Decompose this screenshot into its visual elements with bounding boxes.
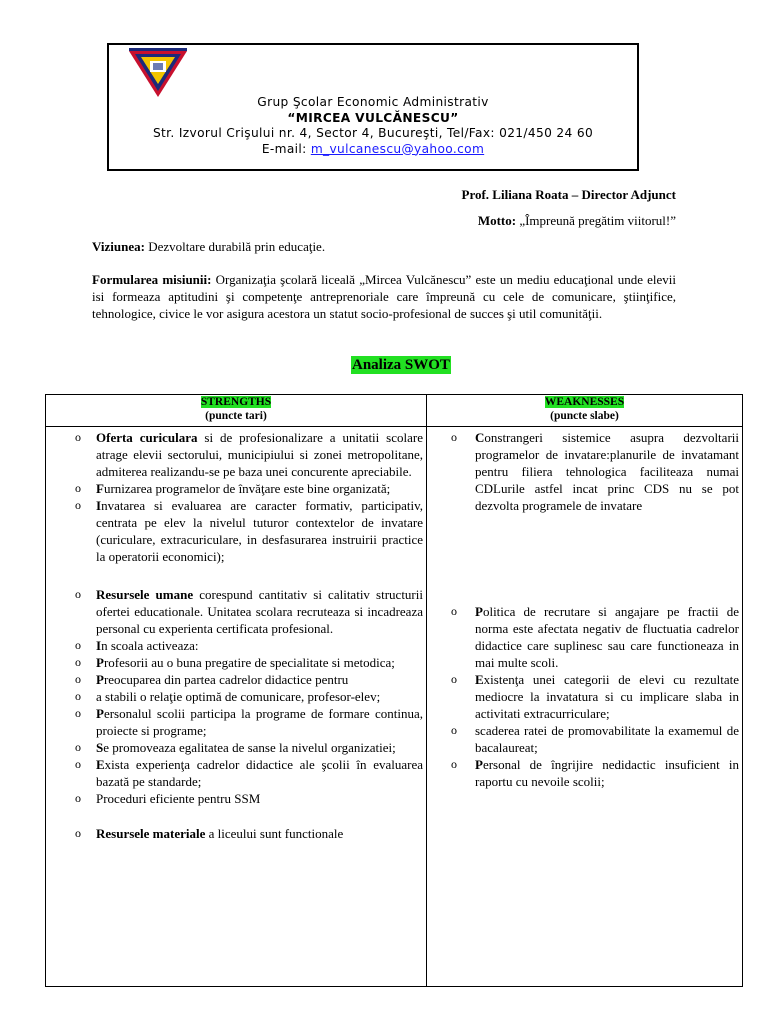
strengths-subtitle: (puncte tari) [205, 410, 267, 422]
weaknesses-list-2 [427, 601, 742, 790]
weaknesses-cell [427, 427, 743, 987]
list-item: o a stabili o relaţie optimă de comunicare, profesor-elev; [46, 688, 426, 705]
author-line: Prof. Liliana Roata – Director Adjunct [461, 187, 676, 202]
strengths-header [46, 395, 427, 427]
weaknesses-list-1 [427, 427, 742, 514]
strengths-title: STRENGTHS [200, 396, 272, 408]
vision-label: Viziunea: [92, 239, 145, 254]
vision-line [92, 238, 677, 255]
weaknesses-header [427, 395, 743, 427]
weaknesses-title: WEAKNESSES [544, 396, 625, 408]
swot-title: Analiza SWOT [352, 357, 450, 373]
strengths-list-3 [46, 823, 426, 842]
school-name: “MIRCEA VULCĂNESCU” [287, 110, 459, 125]
motto-line [300, 212, 676, 229]
list-item: o Proceduri eficiente pentru SSM [46, 790, 426, 807]
list-item: o Furnizarea programelor de învăţare este bine organizată; [46, 480, 426, 497]
school-header [107, 43, 639, 171]
list-item: o Politica de recrutare si angajare pe fractii de norma este afectata negativ de fluctuatia cadrelor didactice care suplinesc sau care functioneaza in mai multe scoli. [427, 603, 742, 671]
list-item: o Exista experienţa cadrelor didactice ale şcolii în evaluarea bazată pe standarde; [46, 756, 426, 790]
list-item: o Profesorii au o buna pregatire de specialitate si metodica; [46, 654, 426, 671]
strengths-cell [46, 427, 427, 987]
school-email-line [109, 142, 637, 158]
motto-label: Motto: [477, 213, 517, 228]
mission-label: Formularea misiunii: [92, 272, 212, 287]
email-label: E-mail: [261, 141, 311, 156]
list-item: o Invatarea si evaluarea are caracter formativ, participativ, centrata pe elev la nivelul tuturor contextelor de invatare (curiculare, extracuriculare, in desfasurarea instruirii practice la operatorii economici); [46, 497, 426, 565]
email-link[interactable]: m_vulcanescu@yahoo.com [310, 141, 485, 156]
mission-paragraph [92, 271, 676, 322]
weaknesses-subtitle: (puncte slabe) [550, 410, 619, 422]
list-item: o Preocuparea din partea cadrelor didactice pentru [46, 671, 426, 688]
list-item: o Resursele umane corespund cantitativ si calitativ structurii ofertei educationale. Unitatea scolara recruteaza si incadreaza personal cu experienta certificata profesional. [46, 586, 426, 637]
list-item: o Personal de îngrijire nedidactic insuficient in raportu cu nevoile scolii; [427, 756, 742, 790]
list-item: o Personalul scolii participa la programe de formare continua, proiecte si programe; [46, 705, 426, 739]
strengths-list-1 [46, 427, 426, 565]
list-item: o In scoala activeaza: [46, 637, 426, 654]
list-item: o Constrangeri sistemice asupra dezvoltarii programelor de invatare:planurile de invatamant pentru filiera tehnologica faciliteaza numai CDLurile astfel incat princ CDS nu se pot dezvolta programele de invatare [427, 429, 742, 514]
list-item: o scaderea ratei de promovabilitate la examemul de bacalaureat; [427, 722, 742, 756]
school-logo [117, 47, 199, 101]
swot-table [45, 394, 743, 987]
mission-text: Organizaţia şcolară liceală „Mircea Vulcănescu” este un mediu educaţional unde elevii isi formeaza aptitudini şi competenţe antreprenoriale care împreună cu cele de comunicare, ştiinţifice, tehnologice, civice le vor asigura acestora un statut socio-profesional de succes şi util comunităţii. [92, 272, 676, 321]
strengths-list-2 [46, 584, 426, 807]
school-line: Grup Şcolar Economic Administrativ [257, 95, 489, 109]
list-item: o Existenţa unei categorii de elevi cu rezultate mediocre la invatatura si cu implicare slaba in activitati extracurriculare; [427, 671, 742, 722]
list-item: o Se promoveaza egalitatea de sanse la nivelul organizatiei; [46, 739, 426, 756]
school-address: Str. Izvorul Crişului nr. 4, Sector 4, Bucureşti, Tel/Fax: 021/450 24 60 [152, 126, 594, 140]
list-item: o Oferta curiculara si de profesionalizare a unitatii scolare atrage elevii sectorului, municipiului si zonei metropolitane, admiterea realizandu-se pe baza unei concurente apreciabile. [46, 429, 426, 480]
motto-text: „Împreună pregătim viitorul!” [516, 213, 676, 228]
vision-text: Dezvoltare durabilă prin educaţie. [144, 239, 326, 254]
list-item: o Resursele materiale a liceului sunt functionale [46, 825, 426, 842]
